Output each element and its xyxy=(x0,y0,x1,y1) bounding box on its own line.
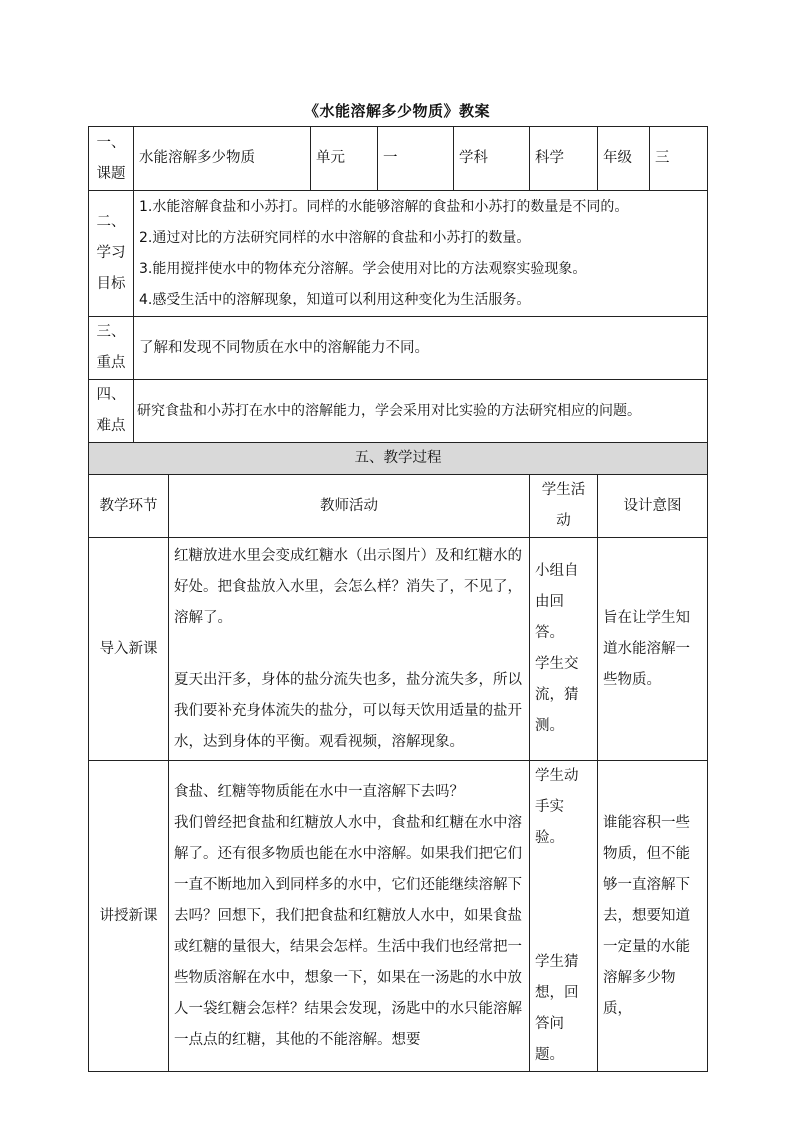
table-row xyxy=(89,538,708,761)
process-header-row xyxy=(89,475,708,538)
spacer xyxy=(535,854,592,947)
topic-value: 水能溶解多少物质 xyxy=(134,127,311,191)
key-point-content: 了解和发现不同物质在水中的溶解能力不同。 xyxy=(134,317,708,380)
header-student: 学生活动 xyxy=(530,475,598,538)
design-intent-cell: 旨在让学生知道水能溶解一些物质。 xyxy=(598,538,708,761)
objective-item: 3.能用搅拌使水中的物体充分溶解。学会使用对比的方法观察实验现象。 xyxy=(139,260,587,277)
label-objectives: 二、 学习 目标 xyxy=(89,191,134,317)
row-topic xyxy=(89,127,708,191)
process-section-title: 五、教学过程 xyxy=(89,443,708,475)
subject-value: 科学 xyxy=(530,127,598,191)
row-objectives xyxy=(89,191,708,317)
objectives-content xyxy=(134,191,708,317)
grade-value: 三 xyxy=(650,127,708,191)
grade-label: 年级 xyxy=(598,127,650,191)
row-key-point xyxy=(89,317,708,380)
student-activity-cell: 学生动手实验。 学生猜想，回答问题。 xyxy=(530,761,598,1072)
label-difficulty: 四、 难点 xyxy=(89,380,134,443)
unit-value: 一 xyxy=(378,127,454,191)
header-teacher: 教师活动 xyxy=(169,475,530,538)
teacher-activity-cell: 食盐、红糖等物质能在水中一直溶解下去吗？ 我们曾经把食盐和红糖放人水中，食盐和红糖在水中溶解了。还有很多物质也能在水中溶解。如果我们把它们一直不断地加入到同样多的水中，它们还能继续溶解下去吗？回想下，我们把食盐和红糖放人水中，如果食盐或红糖的量很大，结果会怎样。生活中我们也经常把一些物质溶解在水中，想象一下，如果在一汤匙的水中放人一袋红糖会怎样？结果会发现，汤匙中的水只能溶解一点点的红糖，其他的不能溶解。想要 xyxy=(169,761,530,1072)
row-difficulty xyxy=(89,380,708,443)
paragraph-gap xyxy=(174,634,524,665)
header-intent: 设计意图 xyxy=(598,475,708,538)
unit-label: 单元 xyxy=(311,127,378,191)
lesson-plan-table xyxy=(88,126,708,1072)
objective-item: 2.通过对比的方法研究同样的水中溶解的食盐和小苏打的数量。 xyxy=(139,229,531,246)
objective-item: 1.水能溶解食盐和小苏打。同样的水能够溶解的食盐和小苏打的数量是不同的。 xyxy=(139,198,629,215)
header-stage: 教学环节 xyxy=(89,475,169,538)
stage-cell: 讲授新课 xyxy=(89,761,169,1072)
design-intent-cell: 谁能容积一些物质，但不能够一直溶解下去，想要知道一定量的水能溶解多少物质， xyxy=(598,761,708,1072)
difficulty-content: 研究食盐和小苏打在水中的溶解能力，学会采用对比实验的方法研究相应的问题。 xyxy=(134,380,708,443)
objective-item: 4.感受生活中的溶解现象，知道可以利用这种变化为生活服务。 xyxy=(139,291,531,308)
table-row xyxy=(89,761,708,1072)
row-process-title xyxy=(89,443,708,475)
label-key-point: 三、 重点 xyxy=(89,317,134,380)
teacher-activity-cell: 红糖放进水里会变成红糖水（出示图片）及和红糖水的好处。把食盐放入水里，会怎么样？消失了，不见了，溶解了。 夏天出汗多，身体的盐分流失也多，盐分流失多，所以我们要补充身体流失的盐分，可以每天饮用适量的盐开水，达到身体的平衡。观看视频，溶解现象。 xyxy=(169,538,530,761)
label-topic: 一、 课题 xyxy=(89,127,134,191)
stage-cell: 导入新课 xyxy=(89,538,169,761)
student-activity-cell: 小组自由回答。 学生交流，猜测。 xyxy=(530,538,598,761)
document-title: 《水能溶解多少物质》教案 xyxy=(303,102,490,120)
subject-label: 学科 xyxy=(454,127,530,191)
